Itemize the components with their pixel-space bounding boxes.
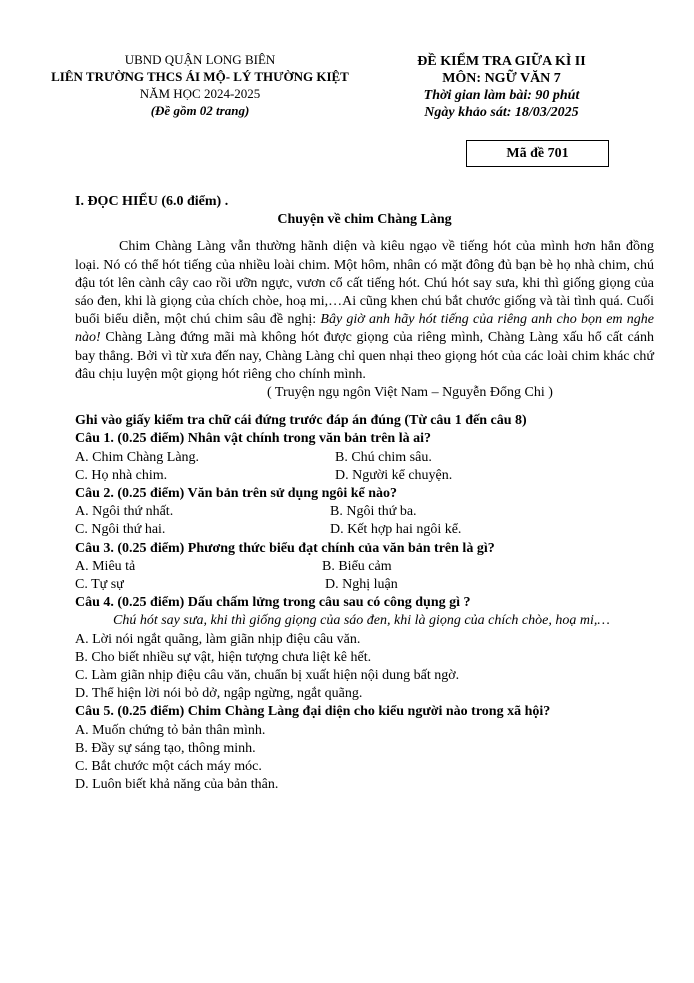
q5-option-d: D. Luôn biết khả năng của bản thân. — [75, 777, 279, 793]
story-title: Chuyện về chim Chàng Làng — [277, 212, 452, 228]
instruction: Ghi vào giấy kiểm tra chữ cái đứng trước đáp án đúng (Từ câu 1 đến câu 8) — [75, 413, 527, 429]
school-name: LIÊN TRƯỜNG THCS ÁI MỘ- LÝ THƯỜNG KIỆT — [51, 69, 349, 84]
q4-option-d: D. Thể hiện lời nói bỏ dở, ngập ngừng, ngắt quãng. — [75, 686, 363, 702]
q3-option-d: D. Nghị luận — [325, 577, 398, 593]
q4-option-b: B. Cho biết nhiều sự vật, hiện tượng chưa liệt kê hết. — [75, 649, 372, 665]
q5-option-a: A. Muốn chứng tỏ bản thân mình. — [75, 722, 266, 738]
q4-option-c: C. Làm giãn nhịp điệu câu văn, chuẩn bị xuất hiện nội dung bất ngờ. — [75, 668, 460, 684]
header-school-block — [30, 51, 370, 119]
exam-code-box: Mã đề 701 — [466, 140, 609, 167]
passage-credit: ( Truyện ngụ ngôn Việt Nam – Nguyễn Đổng Chi ) — [267, 385, 553, 401]
question-4-title: Câu 4. (0.25 điểm) Dấu chấm lửng trong câu sau có công dụng gì ? — [75, 595, 471, 611]
exam-content — [75, 193, 654, 795]
question-3-options-row-1 — [75, 558, 654, 576]
q3-option-c: C. Tự sự — [75, 577, 124, 593]
district-name: UBND QUẬN LONG BIÊN — [124, 52, 276, 67]
page-count-note: (Đề gồm 02 trang) — [150, 103, 250, 118]
q1-option-d: D. Người kể chuyện. — [335, 467, 453, 483]
section-title: I. ĐỌC HIỂU (6.0 điểm) . — [75, 194, 229, 209]
time-allowed: Thời gian làm bài: 90 phút — [423, 88, 580, 103]
exam-title: ĐỀ KIỂM TRA GIỮA KÌ II — [417, 54, 586, 69]
question-2-title: Câu 2. (0.25 điểm) Văn bản trên sử dụng ngôi kể nào? — [75, 486, 398, 502]
passage-quote: Bây giờ anh hãy hót tiếng của riêng anh cho bọn em nghe nào! — [75, 312, 654, 346]
question-3-options-row-2 — [75, 576, 654, 594]
question-1-title: Câu 1. (0.25 điểm) Nhân vật chính trong văn bản trên là ai? — [75, 431, 432, 447]
q1-option-b: B. Chú chim sâu. — [335, 449, 432, 465]
q2-option-b: B. Ngôi thứ ba. — [330, 504, 417, 520]
question-5-title: Câu 5. (0.25 điểm) Chim Chàng Làng đại diện cho kiểu người nào trong xã hội? — [75, 704, 551, 720]
q3-option-a: A. Miêu tả — [75, 558, 136, 574]
header-exam-block — [384, 53, 619, 121]
reading-passage — [75, 238, 654, 384]
q1-option-c: C. Họ nhà chim. — [75, 467, 168, 483]
q1-option-a: A. Chim Chàng Làng. — [75, 449, 200, 465]
passage-text-a: Chim Chàng Làng vẫn thường hãnh diện và kiêu ngạo về tiếng hót của mình hơn hẳn đồng loại. Nó có thể hót tiếng của nhiều loài chim. Một hôm, nhân có mặt đông đủ bạn bè họ nhà chim, chú đậu tót lên cành cây cao rồi ưỡn ngực, vươn cổ cất tiếng hót. Chú hót say sưa, khi thì giống giọng của sáo đen, khi là giọng của chích chòe, hoạ mi,…Ai cũng khen chú bắt chước giống và tài tình quá. Cuối buổi biểu diễn, một chú chim sâu đề nghị: — [75, 239, 654, 328]
subject: MÔN: NGỮ VĂN 7 — [442, 71, 561, 86]
exam-date: Ngày khảo sát: 18/03/2025 — [424, 105, 579, 120]
question-1-options-row-1 — [75, 449, 654, 467]
passage-text-b: Chàng Làng đứng mãi mà không hót được giọng của riêng mình, Chàng Làng xấu hổ cất cánh bay thẳng. Bởi vì từ xưa đến nay, Chàng Làng chỉ quen nhại theo giọng hót của các loài chim khác chứ đâu chịu luyện một giọng hót riêng cho chính mình. — [75, 330, 654, 382]
q5-option-c: C. Bắt chước một cách máy móc. — [75, 759, 262, 775]
school-year: NĂM HỌC 2024-2025 — [139, 86, 261, 101]
question-3-title: Câu 3. (0.25 điểm) Phương thức biểu đạt chính của văn bản trên là gì? — [75, 540, 495, 556]
q2-option-d: D. Kết hợp hai ngôi kể. — [330, 522, 462, 538]
q5-option-b: B. Đầy sự sáng tạo, thông minh. — [75, 740, 256, 756]
q2-option-c: C. Ngôi thứ hai. — [75, 522, 166, 538]
q3-option-b: B. Biểu cảm — [322, 558, 392, 574]
question-2-options-row-1 — [75, 503, 654, 521]
q2-option-a: A. Ngôi thứ nhất. — [75, 504, 174, 520]
q4-option-a: A. Lời nói ngắt quãng, làm giãn nhịp điệu câu văn. — [75, 631, 361, 647]
question-2-options-row-2 — [75, 521, 654, 539]
question-4-quote: Chú hót say sưa, khi thì giống giọng của sáo đen, khi là giọng của chích chòe, hoạ mi,… — [113, 613, 610, 629]
question-1-options-row-2 — [75, 467, 654, 485]
